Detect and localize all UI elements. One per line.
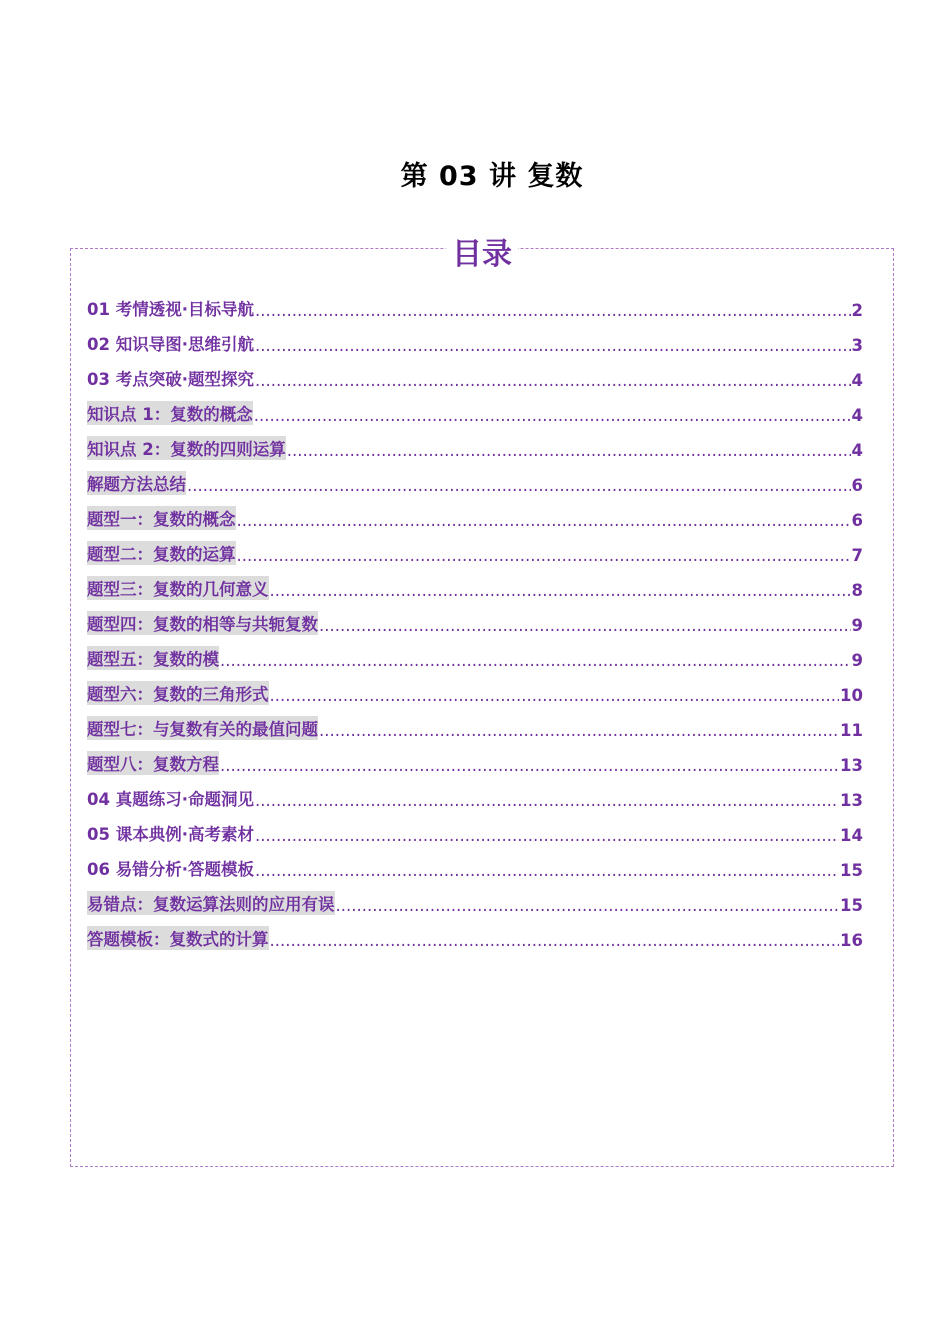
toc-entry-page: 15 <box>840 896 863 915</box>
toc-leader-dots <box>255 371 851 390</box>
toc-entry[interactable] <box>87 740 863 775</box>
toc-entry-page: 6 <box>851 511 863 530</box>
toc-leader-dots <box>270 686 840 705</box>
toc-entry-page: 16 <box>840 931 863 950</box>
toc-leader-dots <box>319 616 851 635</box>
toc-entry-page: 8 <box>851 581 863 600</box>
toc-entry-label: 知识点 1：复数的概念 <box>87 401 253 425</box>
toc-entry-page: 13 <box>840 756 863 775</box>
toc-entry-page: 9 <box>851 616 863 635</box>
toc-entry-label: 题型四：复数的相等与共轭复数 <box>87 611 318 635</box>
toc-entry[interactable] <box>87 320 863 355</box>
toc-entry[interactable] <box>87 390 863 425</box>
toc-entry-page: 7 <box>851 546 863 565</box>
toc-entry-page: 4 <box>851 441 863 460</box>
toc-leader-dots <box>255 791 839 810</box>
toc-entry-page: 11 <box>840 721 863 740</box>
toc-leader-dots <box>270 581 851 600</box>
toc-leader-dots <box>254 406 851 425</box>
table-of-contents <box>70 237 894 1167</box>
toc-entry-page: 14 <box>840 826 863 845</box>
toc-entry-page: 6 <box>851 476 863 495</box>
toc-list <box>87 285 863 950</box>
toc-entry[interactable] <box>87 355 863 390</box>
toc-entry-label: 题型一：复数的概念 <box>87 506 236 530</box>
toc-entry-page: 10 <box>840 686 863 705</box>
toc-entry-page: 13 <box>840 791 863 810</box>
toc-leader-dots <box>187 476 851 495</box>
toc-leader-dots <box>220 756 839 775</box>
toc-entry-label: 题型八：复数方程 <box>87 751 219 775</box>
toc-entry[interactable] <box>87 600 863 635</box>
toc-entry[interactable] <box>87 670 863 705</box>
toc-entry-label: 易错点：复数运算法则的应用有误 <box>87 891 335 915</box>
toc-entry-label: 04 真题练习·命题洞见 <box>87 790 254 809</box>
toc-leader-dots <box>336 896 840 915</box>
toc-entry[interactable] <box>87 775 863 810</box>
toc-entry[interactable] <box>87 845 863 880</box>
toc-entry-label: 05 课本典例·高考素材 <box>87 825 254 844</box>
toc-entry-page: 4 <box>851 371 863 390</box>
toc-entry-label: 解题方法总结 <box>87 471 186 495</box>
toc-heading: 目录 <box>446 237 518 272</box>
toc-entry-page: 4 <box>851 406 863 425</box>
toc-entry-label: 01 考情透视·目标导航 <box>87 300 254 319</box>
toc-entry-page: 9 <box>851 651 863 670</box>
toc-heading-wrap <box>71 229 893 273</box>
toc-entry-page: 15 <box>840 861 863 880</box>
toc-entry-label: 06 易错分析·答题模板 <box>87 860 254 879</box>
toc-entry-label: 知识点 2：复数的四则运算 <box>87 436 286 460</box>
toc-entry[interactable] <box>87 530 863 565</box>
toc-entry[interactable] <box>87 425 863 460</box>
toc-entry[interactable] <box>87 635 863 670</box>
toc-entry[interactable] <box>87 460 863 495</box>
toc-entry[interactable] <box>87 565 863 600</box>
toc-entry-label: 题型三：复数的几何意义 <box>87 576 269 600</box>
toc-entry-label: 题型五：复数的模 <box>87 646 219 670</box>
toc-entry-label: 题型六：复数的三角形式 <box>87 681 269 705</box>
toc-leader-dots <box>270 931 840 950</box>
toc-entry-label: 03 考点突破·题型探究 <box>87 370 254 389</box>
toc-leader-dots <box>255 336 851 355</box>
toc-entry[interactable] <box>87 285 863 320</box>
toc-entry-page: 2 <box>851 301 863 320</box>
toc-entry-label: 题型七：与复数有关的最值问题 <box>87 716 318 740</box>
toc-entry[interactable] <box>87 880 863 915</box>
page-title: 第 03 讲 复数 <box>400 161 584 192</box>
toc-entry-page: 3 <box>851 336 863 355</box>
toc-entry-label: 题型二：复数的运算 <box>87 541 236 565</box>
toc-leader-dots <box>237 511 851 530</box>
toc-leader-dots <box>255 301 851 320</box>
toc-leader-dots <box>319 721 839 740</box>
toc-entry[interactable] <box>87 495 863 530</box>
toc-leader-dots <box>255 826 839 845</box>
toc-entry-label: 答题模板：复数式的计算 <box>87 926 269 950</box>
toc-entry[interactable] <box>87 915 863 950</box>
toc-entry[interactable] <box>87 810 863 845</box>
toc-entry-label: 02 知识导图·思维引航 <box>87 335 254 354</box>
toc-entry[interactable] <box>87 705 863 740</box>
toc-leader-dots <box>220 651 851 670</box>
toc-leader-dots <box>287 441 851 460</box>
toc-leader-dots <box>255 861 839 880</box>
toc-leader-dots <box>237 546 851 565</box>
